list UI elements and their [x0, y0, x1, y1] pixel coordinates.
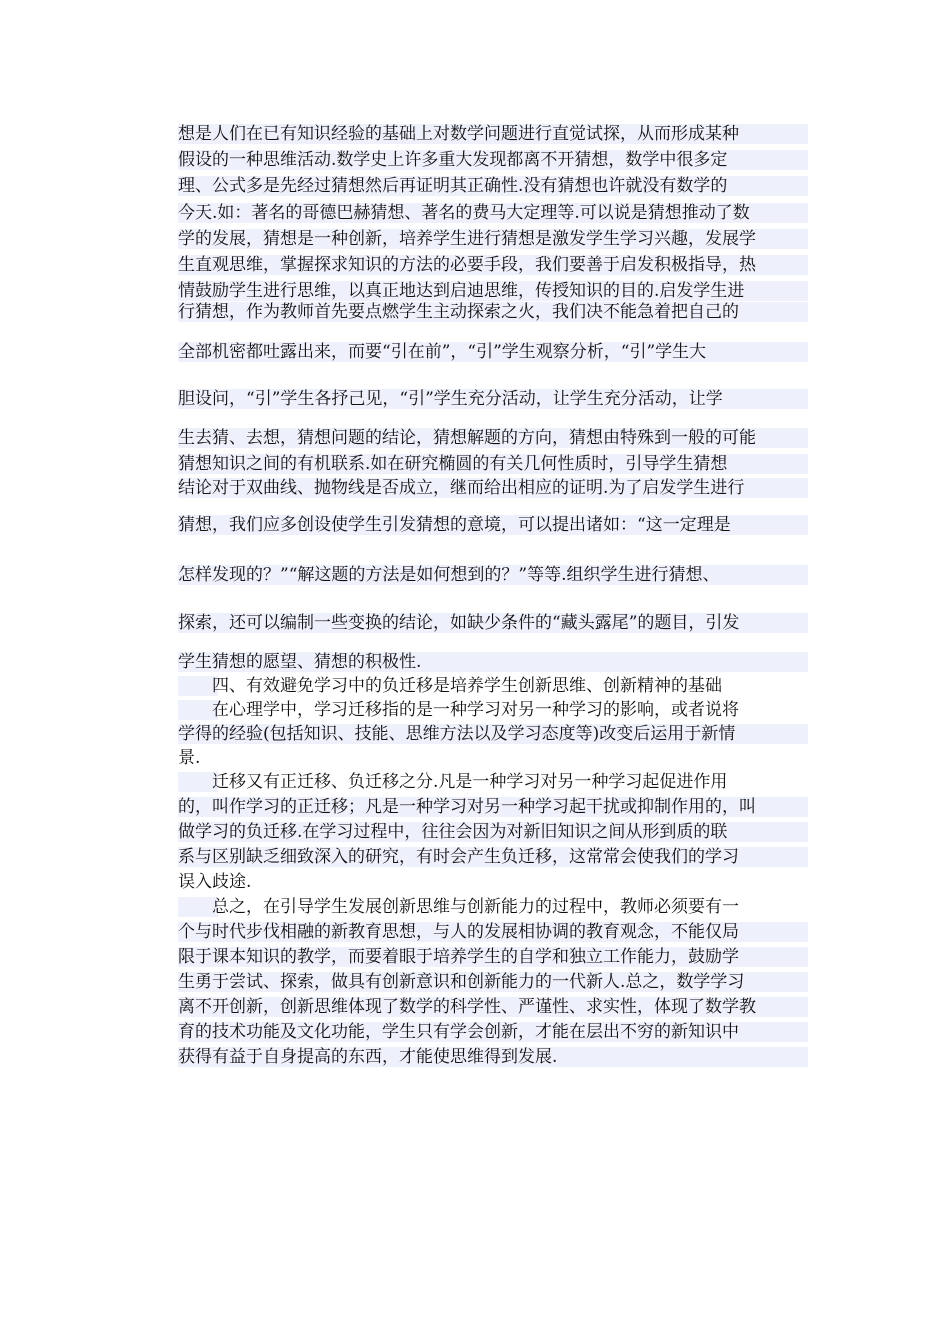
text-line: 情鼓励学生进行思维，以真正地达到启迪思维，传授知识的目的.启发学生进	[178, 281, 808, 301]
text-line: 离不开创新，创新思维体现了数学的科学性、严谨性、求实性，体现了数学教	[178, 997, 808, 1017]
text-line: 生去猜、去想，猜想问题的结论，猜想解题的方向，猜想由特殊到一般的可能	[178, 428, 808, 448]
text-line: 探索，还可以编制一些变换的结论，如缺少条件的“藏头露尾”的题目，引发	[178, 613, 808, 633]
text-line: 育的技术功能及文化功能，学生只有学会创新，才能在层出不穷的新知识中	[178, 1022, 808, 1042]
text-line: 的，叫作学习的正迁移；凡是一种学习对另一种学习起干扰或抑制作用的，叫	[178, 797, 808, 817]
text-line: 系与区别缺乏细致深入的研究，有时会产生负迁移，这常常会使我们的学习	[178, 847, 808, 867]
text-line: 行猜想，作为教师首先要点燃学生主动探索之火，我们决不能急着把自己的	[178, 302, 808, 322]
text-line: 限于课本知识的教学，而要着眼于培养学生的自学和独立工作能力，鼓励学	[178, 947, 808, 967]
text-line: 学生猜想的愿望、猜想的积极性.	[178, 652, 808, 672]
text-line: 怎样发现的？”“解这题的方法是如何想到的？”等等.组织学生进行猜想、	[178, 565, 808, 585]
text-line: 今天.如：著名的哥德巴赫猜想、著名的费马大定理等.可以说是猜想推动了数	[178, 203, 808, 223]
text-line: 迁移又有正迁移、负迁移之分.凡是一种学习对另一种学习起促进作用	[178, 772, 808, 792]
text-line: 获得有益于自身提高的东西，才能使思维得到发展.	[178, 1047, 808, 1067]
text-line: 全部机密都吐露出来，而要“引在前”，“引”学生观察分析，“引”学生大	[178, 342, 808, 362]
text-line: 生直观思维，掌握探求知识的方法的必要手段，我们要善于启发积极指导，热	[178, 255, 808, 275]
text-line: 景.	[178, 748, 201, 768]
text-line: 做学习的负迁移.在学习过程中，往往会因为对新旧知识之间从形到质的联	[178, 822, 808, 842]
text-line: 生勇于尝试、探索，做具有创新意识和创新能力的一代新人.总之，数学学习	[178, 972, 808, 992]
text-line: 猜想，我们应多创设使学生引发猜想的意境，可以提出诸如：“这一定理是	[178, 515, 808, 535]
text-line: 胆设问，“引”学生各抒己见，“引”学生充分活动，让学生充分活动，让学	[178, 389, 808, 409]
text-line: 想是人们在已有知识经验的基础上对数学问题进行直觉试探，从而形成某种	[178, 124, 808, 144]
section-heading: 四、有效避免学习中的负迁移是培养学生创新思维、创新精神的基础	[178, 676, 808, 696]
text-line: 总之，在引导学生发展创新思维与创新能力的过程中，教师必须要有一	[178, 897, 808, 917]
text-line: 学得的经验(包括知识、技能、思维方法以及学习态度等)改变后运用于新情	[178, 724, 808, 744]
text-line: 学的发展，猜想是一种创新，培养学生进行猜想是激发学生学习兴趣，发展学	[178, 229, 808, 249]
text-line: 在心理学中，学习迁移指的是一种学习对另一种学习的影响，或者说将	[178, 700, 808, 720]
text-line: 结论对于双曲线、抛物线是否成立，继而给出相应的证明.为了启发学生进行	[178, 478, 808, 498]
text-line: 个与时代步伐相融的新教育思想，与人的发展相协调的教育观念，不能仅局	[178, 922, 808, 942]
text-line: 误入歧途.	[178, 872, 252, 892]
text-line: 猜想知识之间的有机联系.如在研究椭圆的有关几何性质时，引导学生猜想	[178, 454, 808, 474]
text-line: 假设的一种思维活动.数学史上许多重大发现都离不开猜想，数学中很多定	[178, 150, 808, 170]
text-line: 理、公式多是先经过猜想然后再证明其正确性.没有猜想也许就没有数学的	[178, 176, 808, 196]
